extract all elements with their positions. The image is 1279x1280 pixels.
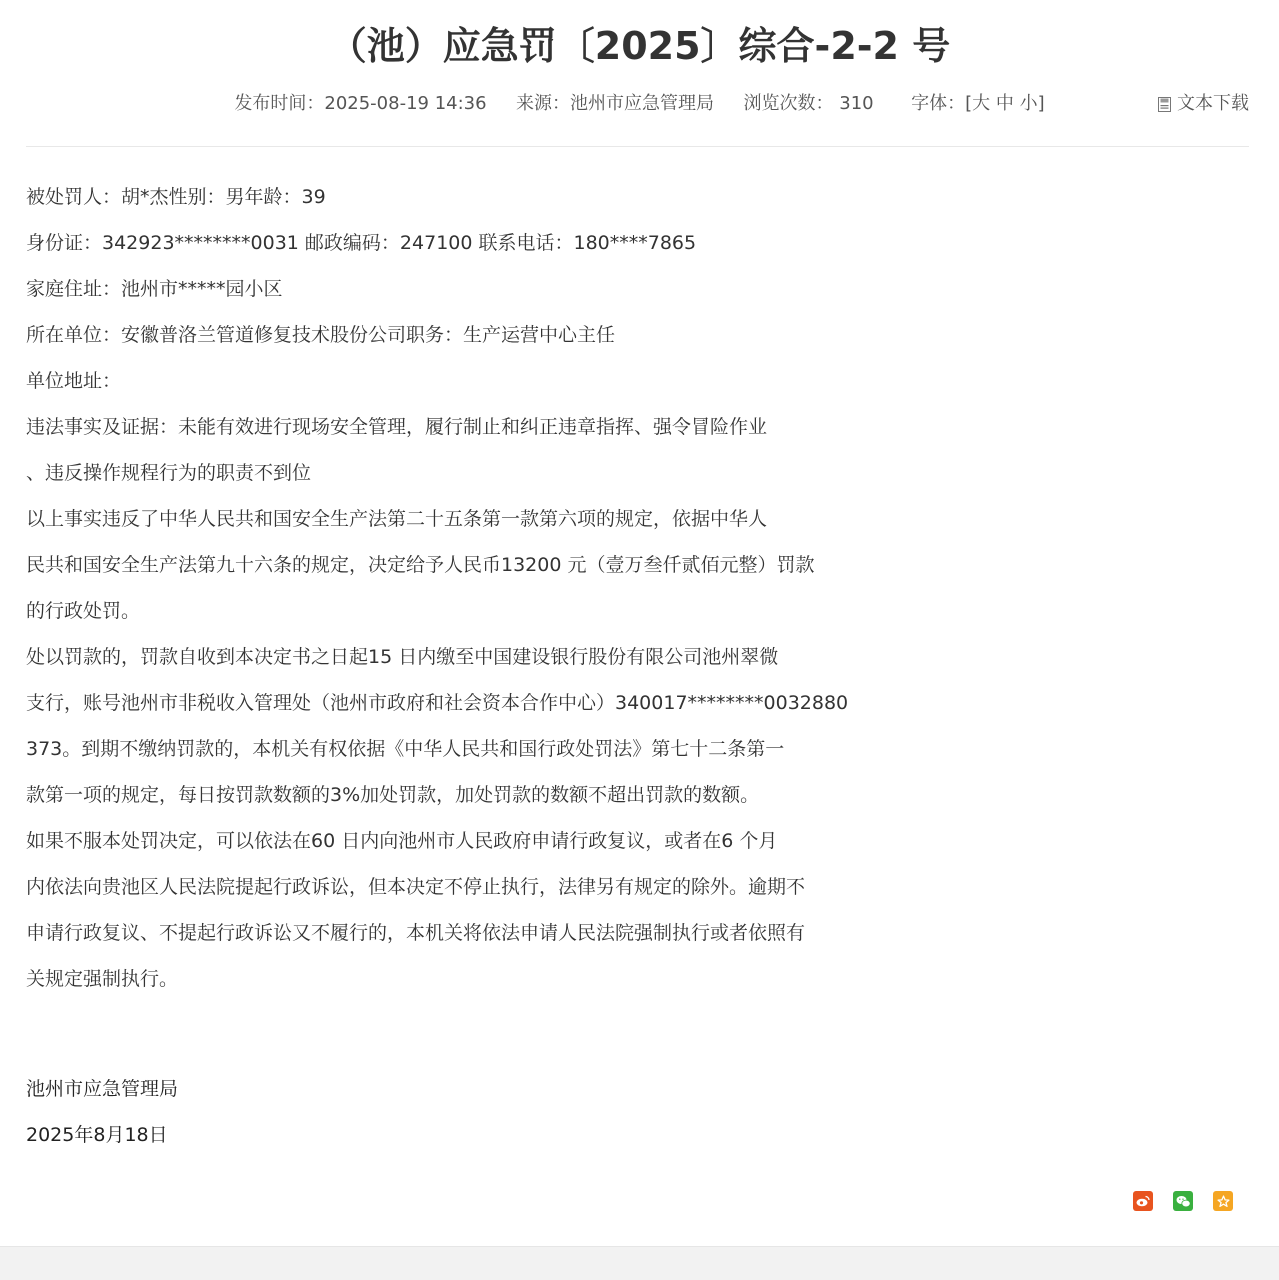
paragraph: 支行，账号池州市非税收入管理处（池州市政府和社会资本合作中心）340017********0032880	[26, 692, 849, 714]
signature-date: 2025年8月18日	[26, 1124, 168, 1146]
font-size-medium-link[interactable]: 中	[995, 93, 1014, 114]
footer-bar	[0, 1246, 1279, 1280]
paragraph: 款第一项的规定，每日按罚款数额的3%加处罚款，加处罚款的数额不超出罚款的数额。	[26, 784, 760, 806]
paragraph: 家庭住址：池州市*****园小区	[26, 278, 283, 300]
paragraph: 处以罚款的，罚款自收到本决定书之日起15 日内缴至中国建设银行股份有限公司池州翠微	[26, 646, 779, 668]
source-value: 池州市应急管理局	[570, 93, 715, 114]
download-label: 文本下载	[1177, 93, 1249, 114]
font-size-switcher	[911, 90, 1045, 118]
document-icon	[1158, 97, 1171, 112]
font-size-large-link[interactable]: 大	[972, 93, 991, 114]
paragraph: 373。到期不缴纳罚款的，本机关有权依据《中华人民共和国行政处罚法》第七十二条第一	[26, 738, 785, 760]
paragraph: 单位地址：	[26, 370, 122, 392]
article-meta	[0, 90, 1279, 118]
paragraph: 内依法向贵池区人民法院提起行政诉讼，但本决定不停止执行，法律另有规定的除外。逾期不	[26, 876, 806, 898]
font-size-small-link[interactable]: 小	[1019, 93, 1038, 114]
article-body	[26, 178, 1026, 1006]
wechat-icon	[1176, 1195, 1191, 1208]
share-bar	[1133, 1191, 1233, 1211]
paragraph: 所在单位：安徽普洛兰管道修复技术股份公司职务：生产运营中心主任	[26, 324, 616, 346]
weibo-share-icon[interactable]	[1133, 1191, 1153, 1211]
view-count: 310	[839, 93, 874, 114]
weibo-icon	[1136, 1195, 1150, 1207]
header-divider	[26, 146, 1249, 147]
font-size-label: 字体：	[911, 93, 966, 114]
views-label: 浏览次数：	[743, 93, 834, 114]
paragraph: 违法事实及证据：未能有效进行现场安全管理，履行制止和纠正违章指挥、强令冒险作业	[26, 416, 768, 438]
source-label: 来源：	[516, 93, 571, 114]
publish-time-label: 发布时间：	[234, 93, 325, 114]
paragraph: 申请行政复议、不提起行政诉讼又不履行的，本机关将依法申请人民法院强制执行或者依照有	[26, 922, 806, 944]
star-icon	[1217, 1195, 1230, 1208]
paragraph: 被处罚人：胡*杰性别：男年龄：39	[26, 186, 326, 208]
paragraph: 的行政处罚。	[26, 600, 141, 622]
page-title: （池）应急罚〔2025〕综合-2-2 号	[328, 24, 951, 68]
bracket-open: [	[965, 93, 973, 114]
paragraph: 身份证：342923********0031 邮政编码：247100 联系电话：180****7865	[26, 232, 697, 254]
bracket-close: ]	[1037, 93, 1045, 114]
publish-time: 2025-08-19 14:36	[324, 93, 487, 114]
wechat-share-icon[interactable]	[1173, 1191, 1193, 1211]
paragraph: 关规定强制执行。	[26, 968, 179, 990]
signature-block	[26, 1070, 178, 1162]
paragraph: 以上事实违反了中华人民共和国安全生产法第二十五条第一款第六项的规定，依据中华人	[26, 508, 768, 530]
signature-organization: 池州市应急管理局	[26, 1078, 179, 1100]
favorite-share-icon[interactable]	[1213, 1191, 1233, 1211]
paragraph: 民共和国安全生产法第九十六条的规定，决定给予人民币13200 元（壹万叁仟贰佰元整）罚款	[26, 554, 815, 576]
paragraph: 如果不服本处罚决定，可以依法在60 日内向池州市人民政府申请行政复议，或者在6 个月	[26, 830, 778, 852]
text-download-button[interactable]	[1158, 90, 1249, 118]
paragraph: 、违反操作规程行为的职责不到位	[26, 462, 312, 484]
